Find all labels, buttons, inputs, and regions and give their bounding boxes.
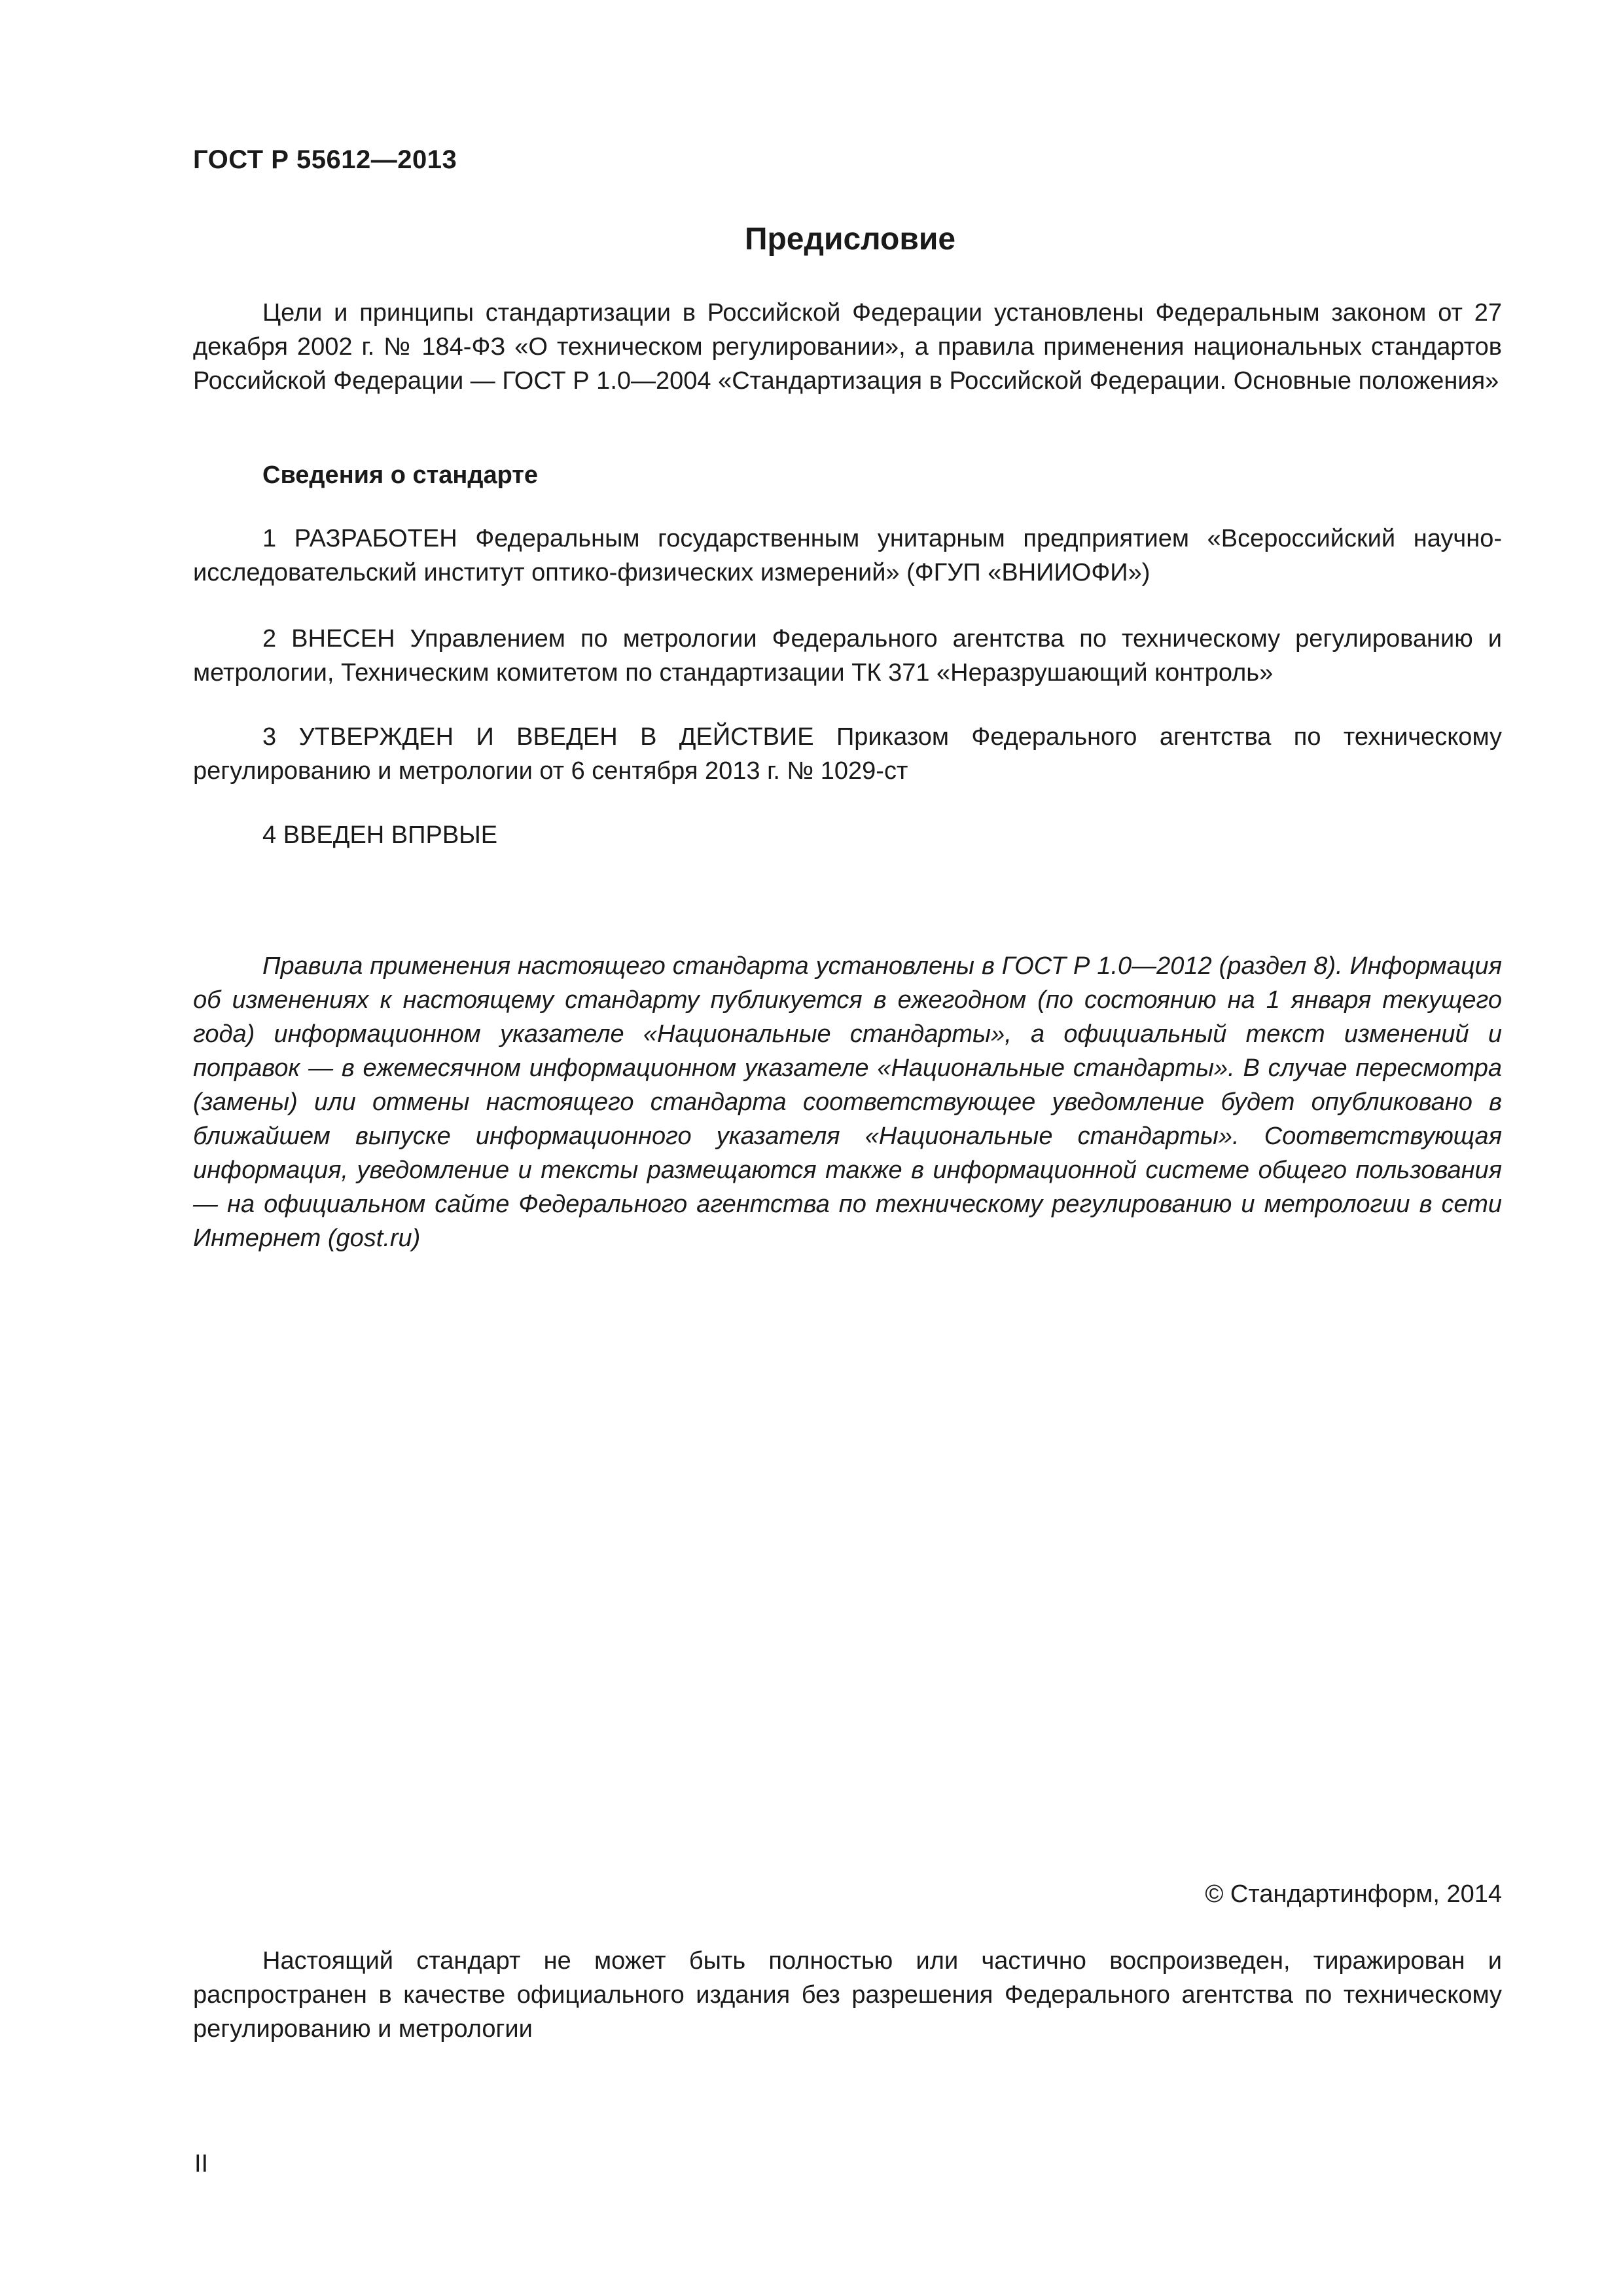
list-item-first-introduced: 4 ВВЕДЕН ВПРВЫЕ — [262, 821, 498, 849]
intro-paragraph: Цели и принципы стандартизации в Российской Федерации установлены Федеральным законом от 27 декабря 2002 г. № 184-ФЗ «О техническом регулировании», а правила применения национальных стандартов Российской Федерации — ГОСТ Р 1.0—2004 «Стандартизация в Российской Федерации. Основные положения» — [193, 299, 1502, 395]
section-heading: Сведения о стандарте — [262, 461, 539, 489]
reproduction-notice: Настоящий стандарт не может быть полностью или частично воспроизведен, тиражирован и распространен в качестве официального издания без разрешения Федерального агентства по техническому регулированию и метрологии — [193, 1947, 1502, 2043]
rules-note-paragraph: Правила применения настоящего стандарта установлены в ГОСТ Р 1.0—2012 (раздел 8). Информация об изменениях к настоящему стандарту публикуется в ежегодном (по состоянию на 1 января текущего года) информационном указателе «Национальные стандарты», а официальный текст изменений и поправок — в ежемесячном информационном указателе «Национальные стандарты». В случае пересмотра (замены) или отмены настоящего стандарта соответствующее уведомление будет опубликовано в ближайшем выпуске информационного указателя «Национальные стандарты». Соответствующая информация, уведомление и тексты размещаются также в информационной системе общего пользования — на официальном сайте Федерального агентства по техническому регулированию и метрологии в сети Интернет (gost.ru) — [193, 952, 1502, 1252]
copyright-notice: © Стандартинформ, 2014 — [1205, 1880, 1502, 1908]
list-item-introduced: 2 ВНЕСЕН Управлением по метрологии Федерального агентства по техническому регулированию и метрологии, Техническим комитетом по стандартизации ТК 371 «Неразрушающий контроль» — [193, 625, 1502, 687]
list-item-approved: 3 УТВЕРЖДЕН И ВВЕДЕН В ДЕЙСТВИЕ Приказом Федерального агентства по техническому регулированию и метрологии от 6 сентября 2013 г. № 1029-ст — [193, 723, 1502, 785]
document-code: ГОСТ Р 55612—2013 — [193, 145, 457, 174]
list-item-developer: 1 РАЗРАБОТЕН Федеральным государственным унитарным предприятием «Всероссийский научно-исследовательский институт оптико-физических измерений» (ФГУП «ВНИИОФИ») — [193, 525, 1502, 586]
page-title: Предисловие — [744, 222, 956, 257]
page-number: II — [194, 2150, 209, 2178]
